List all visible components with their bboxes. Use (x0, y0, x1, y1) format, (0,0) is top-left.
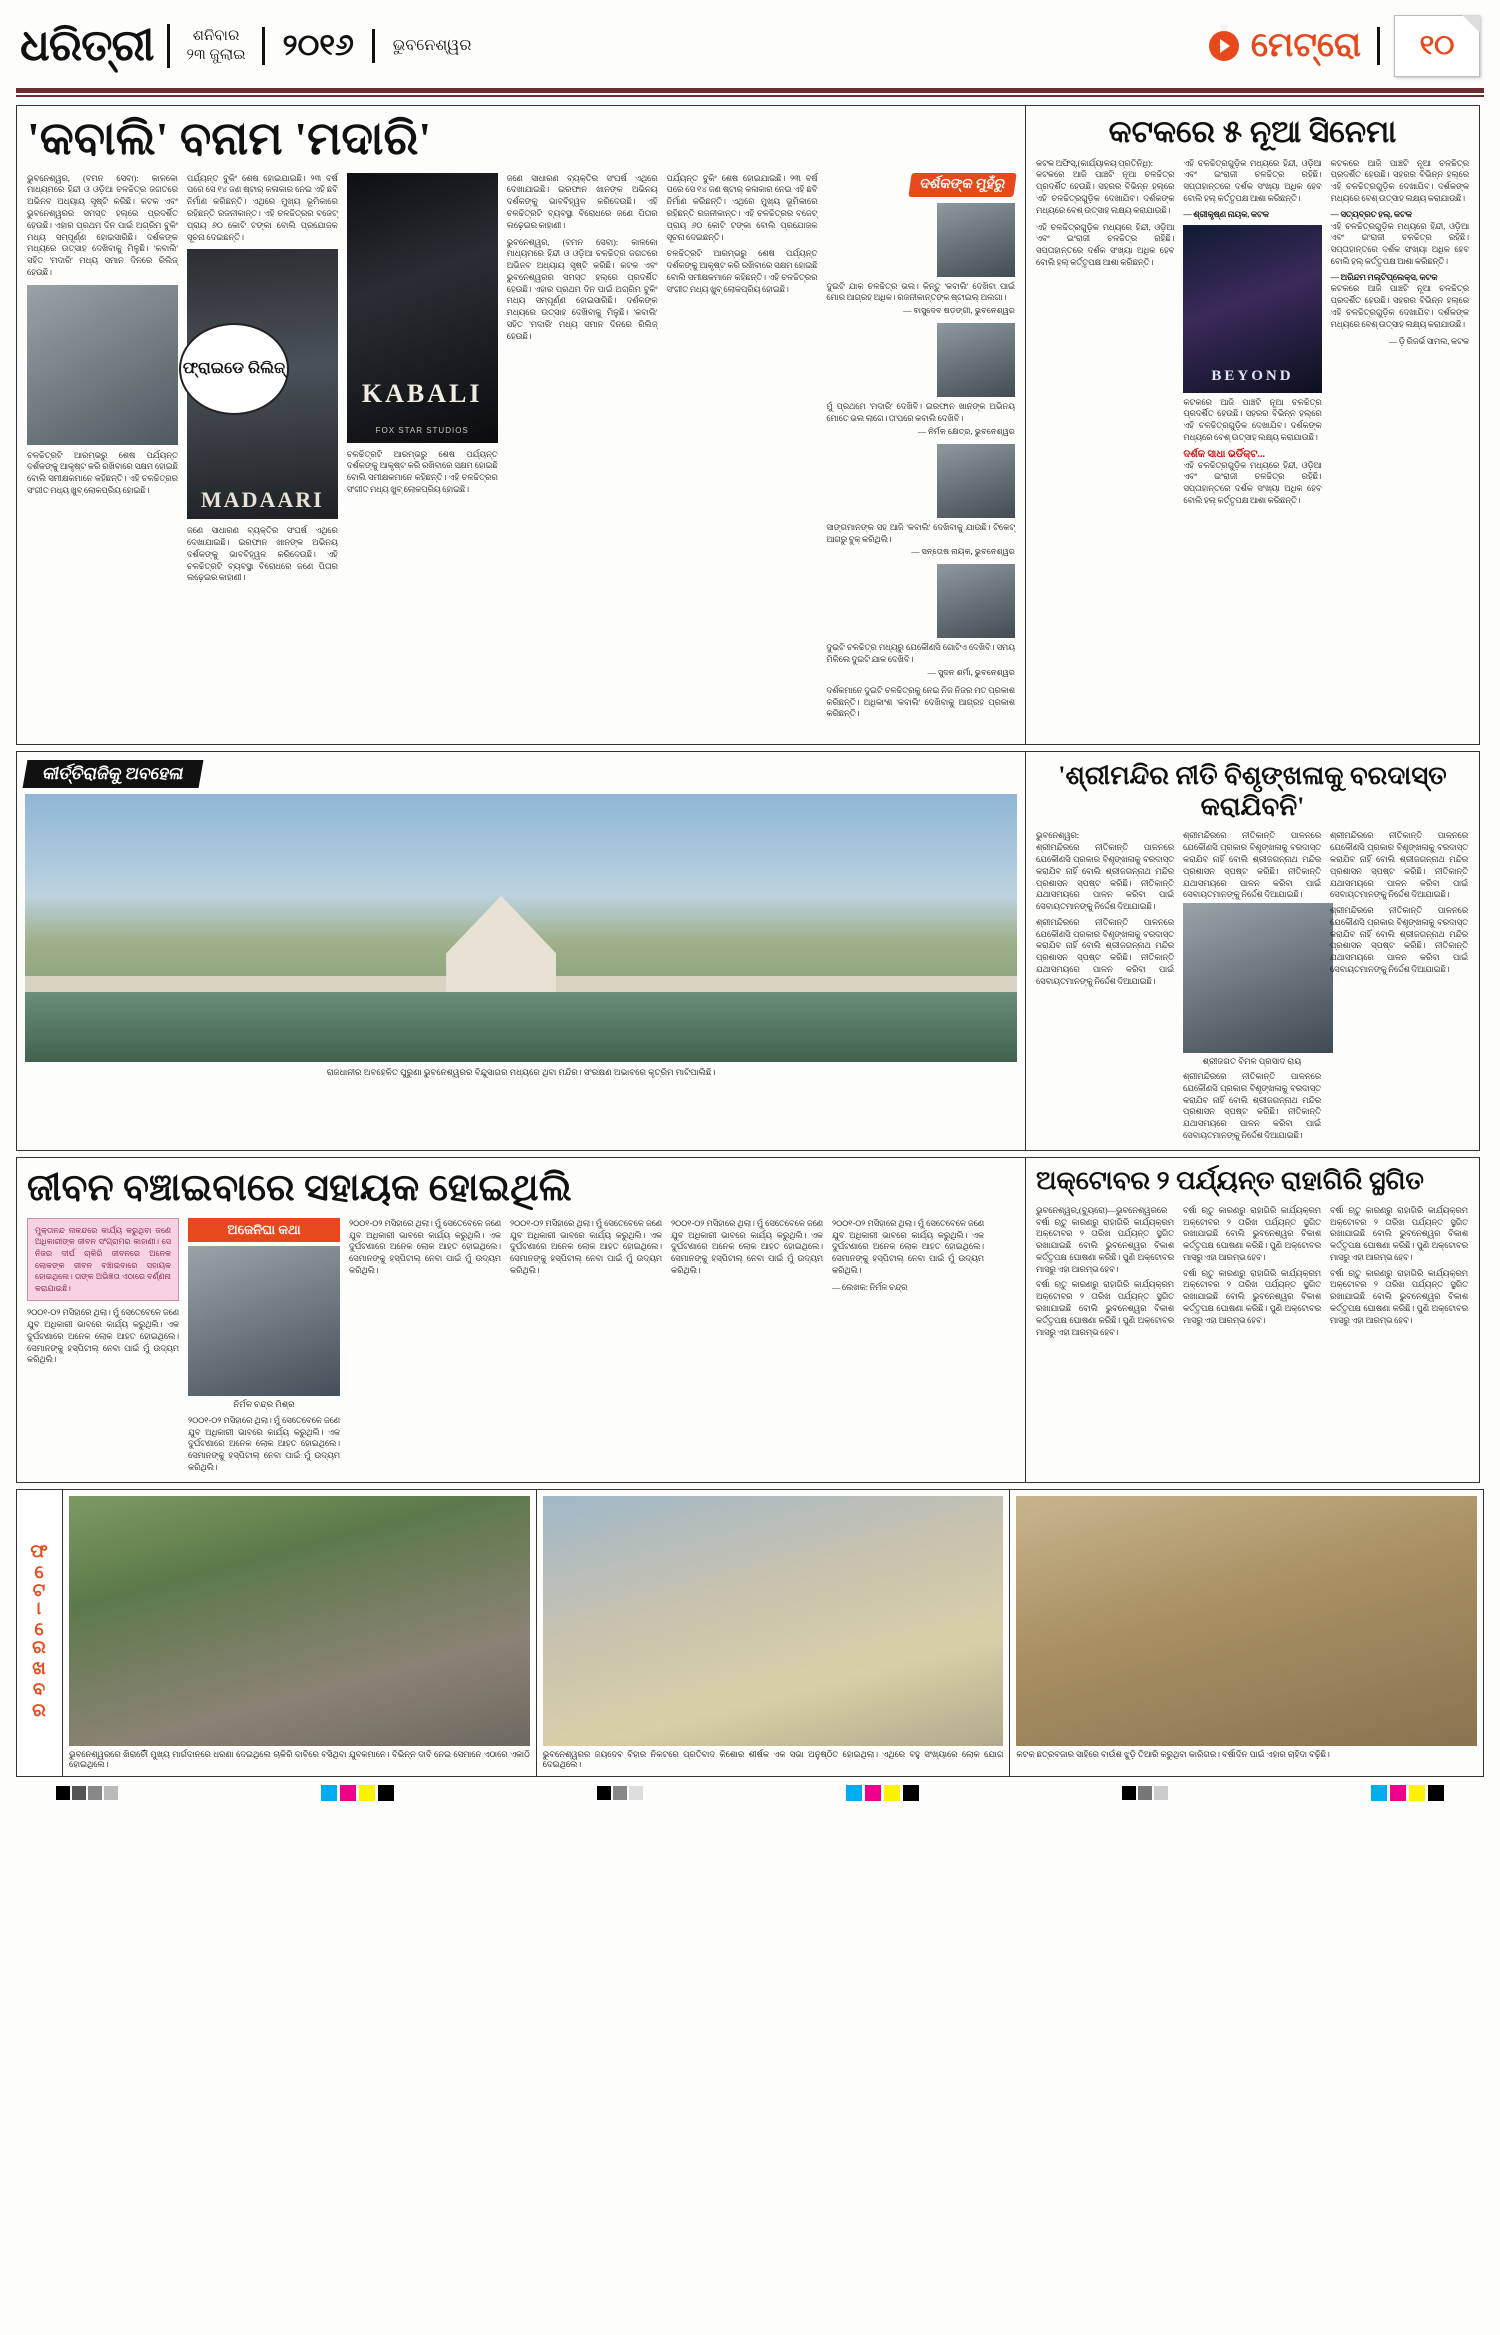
page-number: ୧୦ (1394, 15, 1480, 77)
yellow-swatch (359, 1785, 375, 1801)
cinema-body-2b: ଜଣେ ସାଧାରଣ ବ୍ୟକ୍ତିର ସଂଘର୍ଷ ଏଥିରେ ଦେଖାଯାଇଛି। ଇରଫାନ ଖାନଙ୍କ ଅଭିନୟ ଦର୍ଶକଙ୍କୁ ଭାବବିହ୍ୱଳ କରିଦେଉଛି। ଏହି ଚଳଚ୍ଚିତ୍ରଟି ବ୍ୟବସ୍ଥା ବିରୋଧରେ ଜଣେ ପିତାର ଲଢ଼େଇର କାହାଣୀ। (186, 526, 338, 583)
cinema-body-1: ଭୁବନେଶ୍ୱର, (ବମନ ସେବା): କାଳକୋ ମାଧ୍ୟମରେ ହିନ୍ଦୀ ଓ ଓଡ଼ିଆ ଚଳଚ୍ଚିତ୍ର ଜଗତରେ ଅଭିନବ ଅଧ୍ୟାୟ ସୃଷ୍ଟି କରିଛି। କଟକ ଏବଂ ଭୁବନେଶ୍ୱରର ସମସ୍ତ ହଲ୍‌ରେ ପ୍ରଦର୍ଶିତ ହେଉଛି। ଏହାର ପ୍ରଥମ ଦିନ ପାଇଁ ଅଗ୍ରିମ ବୁକିଂ ମଧ୍ୟ ସମ୍ପୂର୍ଣ୍ଣ ହୋଇସାରିଛି। ଦର୍ଶକଙ୍କ ମଧ୍ୟରେ ଉତ୍ସାହ ଦେଖିବାକୁ ମିଳୁଛି। 'କବାଲି' ସହିତ 'ମଦାରି' ମଧ୍ୟ ସମାନ ଦିନରେ ରିଲିଜ୍ ହେଉଛି। (27, 173, 178, 277)
cuttack-col-1 (1036, 158, 1174, 507)
anjenigha-col-3 (349, 1218, 501, 1474)
anjenigha-col-1 (27, 1218, 179, 1474)
gray-swatch (1138, 1786, 1152, 1800)
gray-swatch (56, 1786, 70, 1800)
issue-date (170, 27, 264, 65)
cuttack-listing-label-2: — ସତ୍ୟବ୍ରତ ହଲ୍, କଟକ (1330, 209, 1412, 219)
avatar (937, 564, 1015, 638)
photo-caption: ରାଜଧାନୀର ଅବହେଳିତ ପୁରୁଣା ଭୁବନେଶ୍ୱରର ବିନ୍ଦୁସାଗର ମଧ୍ୟରେ ଥିବା ମନ୍ଦିର। ସଂରକ୍ଷଣ ଅଭାବରେ କୃତ୍ରିମ ମାଟିପାଲିଛି। (326, 1067, 716, 1077)
verdict-heading: ଦର୍ଶକ ସାଧା ଭର୍ଡିକ୍ଟ... (1183, 448, 1265, 460)
cmyk-swatches-1 (321, 1785, 394, 1801)
cuttack-body-1: କଟକରେ ଆଜି ପାଞ୍ଚଟି ନୂଆ ଚଳଚ୍ଚିତ୍ର ପ୍ରଦର୍ଶିତ ହେଉଛି। ସହରର ବିଭିନ୍ନ ହଲ୍‌ରେ ଏହି ଚଳଚ୍ଚିତ୍ରଗୁଡ଼ିକ ଦେଖାଯିବ। ଦର୍ଶକଙ୍କ ମଧ୍ୟରେ ବେଶ୍ ଉତ୍ସାହ ଲକ୍ଷ୍ୟ କରାଯାଉଛି। (1036, 170, 1175, 215)
black-swatch (903, 1785, 919, 1801)
srimandir-body-1: ଶ୍ରୀମନ୍ଦିରରେ ନୀତିକାନ୍ତି ପାଳନରେ ଯେକୌଣସି ପ୍ରକାର ବିଶୃଙ୍ଖଳାକୁ ବରଦାସ୍ତ କରାଯିବ ନାହିଁ ବୋଲି ଶ୍ରୀଜଗନ୍ନାଥ ମନ୍ଦିର ପ୍ରଶାସନ ସ୍ପଷ୍ଟ କରିଛି। ନୀତିକାନ୍ତି ଯଥାସମୟରେ ପାଳନ କରିବା ପାଇଁ ସେବାୟତମାନଙ୍କୁ ନିର୍ଦ୍ଦେଶ ଦିଆଯାଇଛି। (1036, 843, 1174, 912)
review-text: ଦୁଇଟି ଚଳଚ୍ଚିତ୍ର ମଧ୍ୟରୁ ଯେକୌଣସି ଗୋଟିଏ ଦେଖିବି। ସମୟ ମିଳିଲେ ଦୁଇଟି ଯାକ ଦେଖିବି। (826, 643, 1015, 665)
gray-swatch (1154, 1786, 1168, 1800)
srimandir-body-2: ଶ୍ରୀମନ୍ଦିରରେ ନୀତିକାନ୍ତି ପାଳନରେ ଯେକୌଣସି ପ୍ରକାର ବିଶୃଙ୍ଖଳାକୁ ବରଦାସ୍ତ କରାଯିବ ନାହିଁ ବୋଲି ଶ୍ରୀଜଗନ୍ନାଥ ମନ୍ଦିର ପ୍ରଶାସନ ସ୍ପଷ୍ଟ କରିଛି। ନୀତିକାନ୍ତି ଯଥାସମୟରେ ପାଳନ କରିବା ପାଇଁ ସେବାୟତମାନଙ୍କୁ ନିର୍ଦ୍ଦେଶ ଦିଆଯାଇଛି। (1183, 831, 1321, 900)
bindusagar-temple-photo (25, 794, 1017, 1062)
photo-caption: ଭୁବନେଶ୍ୱରର ଜୟଦେବ ବିହାର ନିକଟରେ ପ୍ରତିବାଦ କିଶୋର ଶୀର୍ଷକ ଏକ ସଭା ଅନୁଷ୍ଠିତ ହୋଇଥିଲା। ଏଥିରେ ବହୁ ସଂଖ୍ୟାରେ ଲୋକ ଯୋଗ ଦେଇଥିଲେ। (542, 1749, 1004, 1769)
raahagiri-body-3b: ବର୍ଷା ଋତୁ କାରଣରୁ ରାହାଗିରି କାର୍ଯ୍ୟକ୍ରମ ଅକ୍ଟୋବର ୨ ତାରିଖ ପର୍ଯ୍ୟନ୍ତ ସ୍ଥଗିତ ରଖାଯାଇଛି ବୋଲି ଭୁବନେଶ୍ୱର ବିକାଶ କର୍ତ୍ତୃପକ୍ଷ ଘୋଷଣା କରିଛି। ପୁଣି ଅକ୍ଟୋବର ମାସରୁ ଏହା ଆରମ୍ଭ ହେବ। (1330, 1268, 1468, 1325)
raahagiri-article (1026, 1157, 1480, 1483)
anjenigha-col-4 (510, 1218, 662, 1474)
basket-market-photo (1016, 1496, 1477, 1746)
raahagiri-dateline: ଭୁବନେଶ୍ୱର,(ବ୍ୟୁରୋ)—ଭୁବନେଶ୍ୱରରେ (1036, 1205, 1168, 1215)
review-author: — ବାସୁଦେବ ଷଡ଼ଙ୍ଗୀ, ଭୁବନେଶ୍ୱର (903, 306, 1015, 316)
raahagiri-col-1 (1036, 1205, 1174, 1339)
review-text: ସାଙ୍ଗମାନଙ୍କ ସହ ଆଜି 'କବାଲି' ଦେଖିବାକୁ ଯାଉଛି। ଟିକେଟ୍ ଆଗରୁ ବୁକ୍ କରିଥିଲି। (826, 522, 1015, 544)
cinema-col-4 (507, 173, 658, 721)
photo-strip (16, 1489, 1484, 1777)
kabali-poster-studio: FOX STAR STUDIOS (375, 425, 469, 435)
author-photo (188, 1246, 340, 1396)
startrek-poster-title: BEYOND (1211, 367, 1294, 384)
yellow-swatch (884, 1785, 900, 1801)
madaari-poster-title: MADAARI (200, 487, 324, 513)
srimandir-col-1 (1036, 830, 1174, 1141)
cmyk-swatches-2 (846, 1785, 919, 1801)
cinema-col-3 (347, 173, 498, 721)
raahagiri-col-2 (1183, 1205, 1321, 1339)
cinema-body-4: ଜଣେ ସାଧାରଣ ବ୍ୟକ୍ତିର ସଂଘର୍ଷ ଏଥିରେ ଦେଖାଯାଇଛି। ଇରଫାନ ଖାନଙ୍କ ଅଭିନୟ ଦର୍ଶକଙ୍କୁ ଭାବବିହ୍ୱଳ କରିଦେଉଛି। ଏହି ଚଳଚ୍ଚିତ୍ରଟି ବ୍ୟବସ୍ଥା ବିରୋଧରେ ଜଣେ ପିତାର ଲଢ଼େଇର କାହାଣୀ। (506, 173, 658, 230)
review-text: ଦୁଇଟି ଯାକ ଚଳଚ୍ଚିତ୍ର ଭଲ। କିନ୍ତୁ 'କବାଲି' ଦେଖିବା ପାଇଁ ମୋର ଆଗ୍ରହ ଅଧିକ। ରଜନୀକାନ୍ତଙ୍କ ଷ୍ଟାଇଲ୍ ଅଲଗା। (826, 281, 1015, 303)
cinema-reviews-col (826, 173, 1015, 721)
anjenigha-col-2 (188, 1218, 340, 1474)
gray-scale-left (56, 1786, 118, 1800)
anjenigha-article (16, 1157, 1026, 1483)
cuttack-dateline: କଟକ ଅଫିସ୍,(କାର୍ଯ୍ୟାଳୟ ପ୍ରତିନିଧି): (1036, 158, 1154, 168)
raahagiri-body-2b: ବର୍ଷା ଋତୁ କାରଣରୁ ରାହାଗିରି କାର୍ଯ୍ୟକ୍ରମ ଅକ୍ଟୋବର ୨ ତାରିଖ ପର୍ଯ୍ୟନ୍ତ ସ୍ଥଗିତ ରଖାଯାଇଛି ବୋଲି ଭୁବନେଶ୍ୱର ବିକାଶ କର୍ତ୍ତୃପକ୍ଷ ଘୋଷଣା କରିଛି। ପୁଣି ଅକ୍ଟୋବର ମାସରୁ ଏହା ଆରମ୍ଭ ହେବ। (1183, 1268, 1321, 1325)
cuttack-listing-label-3: — ଅରିନ୍ଦମ ମଲ୍‌ଟିପ୍ଲେକ୍ସ, କଟକ (1330, 272, 1438, 282)
gray-swatch (104, 1786, 118, 1800)
anjenigha-col-5 (671, 1218, 823, 1474)
gray-swatch (613, 1786, 627, 1800)
photo-temple-shape (446, 896, 556, 992)
magenta-swatch (340, 1785, 356, 1801)
protest-sit-in-photo (69, 1496, 530, 1746)
anjenigha-body-5: ୨୦୦୧-୦୨ ମସିହାରେ ଥିଲା। ମୁଁ ସେତେବେଳେ ଜଣେ ଯୁବ ଅଧିକାରୀ ଭାବରେ କାର୍ଯ୍ୟ କରୁଥିଲି। ଏକ ଦୁର୍ଘଟଣାରେ ଅନେକ ଲୋକ ଆହତ ହୋଇଥିଲେ। ସେମାନଙ୍କୁ ହସ୍ପିଟାଲ୍ ନେବା ପାଇଁ ମୁଁ ଉଦ୍ୟମ କରିଥିଲି। (671, 1218, 823, 1275)
heritage-ribbon: କୀର୍ତ୍ତିରାଜିକୁ ଅବହେଳା (23, 760, 204, 788)
feature-section (16, 1157, 1484, 1483)
anjenigha-intro: ମୁକ୍ତାନନ୍ଦ ନାକନ୍ଦରେ କାର୍ଯ୍ୟ କରୁଥିବା ଜଣେ ଅଧିକାରୀଙ୍କ ଜୀବନ ସଂଗ୍ରାମର କାହାଣୀ। ସେ ନିଜର ଦୀର୍ଘ ଚାକିରି ଜୀବନରେ ଅନେକ ଲୋକଙ୍କ ଜୀବନ ବଞ୍ଚାଇବାରେ ସହାୟକ ହୋଇଥିଲେ। ତାଙ୍କ ଅଭିଜ୍ଞତା ଏଠାରେ ବର୍ଣ୍ଣନା କରାଯାଇଛି। (27, 1218, 179, 1302)
edition-city: ଭୁବନେଶ୍ୱର (392, 37, 472, 54)
gray-swatch (597, 1786, 611, 1800)
issue-day: ଶନିବାର (192, 28, 240, 45)
cinema-body-1b: ଚଳଚ୍ଚିତ୍ରଟି ଆରମ୍ଭରୁ ଶେଷ ପର୍ଯ୍ୟନ୍ତ ଦର୍ଶକଙ୍କୁ ଆକୃଷ୍ଟ କରି ରଖିବାରେ ସକ୍ଷମ ହୋଇଛି ବୋଲି ସମୀକ୍ଷକମାନେ କହିଛନ୍ତି। ଏହି ଚଳଚ୍ଚିତ୍ରର ସଂଗୀତ ମଧ୍ୟ ଖୁବ୍ ଲୋକପ୍ରିୟ ହୋଇଛି। (27, 450, 178, 495)
cinema-section (16, 105, 1484, 745)
reviews-footer: ଦର୍ଶକମାନେ ଦୁଇଟି ଚଳଚ୍ଚିତ୍ରକୁ ନେଇ ନିଜ ନିଜର ମତ ପ୍ରକାଶ କରିଛନ୍ତି। ଅଧିକାଂଶ 'କବାଲି' ଦେଖିବାକୁ ଆଗ୍ରହ ପ୍ରକାଶ କରିଛନ୍ତି। (826, 685, 1015, 719)
official-portrait (1183, 903, 1333, 1053)
photo-water (25, 992, 1017, 1062)
temple-section (16, 751, 1484, 1151)
raahagiri-headline: ଅକ୍ଟୋବର ୨ ପର୍ଯ୍ୟନ୍ତ ରାହାଗିରି ସ୍ଥଗିତ (1036, 1165, 1424, 1195)
yellow-swatch (1409, 1785, 1425, 1801)
friday-release-stamp: ଫ୍ରାଇଡେ ରିଲିଜ୍ (179, 323, 289, 415)
review-item (826, 564, 1015, 678)
cuttack-body-3b: ଏହି ଚଳଚ୍ଚିତ୍ରଗୁଡ଼ିକ ମଧ୍ୟରେ ହିନ୍ଦୀ, ଓଡ଼ିଆ ଏବଂ ଇଂରାଜୀ ଚଳଚ୍ଚିତ୍ର ରହିଛି। ସପ୍ତାହାନ୍ତରେ ଦର୍ଶକ ସଂଖ୍ୟା ଅଧିକ ହେବ ବୋଲି ହଲ୍ କର୍ତ୍ତୃପକ୍ଷ ଆଶା କରିଛନ୍ତି। (1330, 221, 1469, 266)
kabali-poster (347, 173, 498, 443)
srimandir-article (1026, 751, 1480, 1151)
photo-cell (537, 1490, 1011, 1776)
photo-strip-label (17, 1490, 63, 1776)
black-swatch (1428, 1785, 1444, 1801)
cinema-body-4b: ଭୁବନେଶ୍ୱର, (ବମନ ସେବା): କାଳକୋ ମାଧ୍ୟମରେ ହିନ୍ଦୀ ଓ ଓଡ଼ିଆ ଚଳଚ୍ଚିତ୍ର ଜଗତରେ ଅଭିନବ ଅଧ୍ୟାୟ ସୃଷ୍ଟି କରିଛି। କଟକ ଏବଂ ଭୁବନେଶ୍ୱରର ସମସ୍ତ ହଲ୍‌ରେ ପ୍ରଦର୍ଶିତ ହେଉଛି। ଏହାର ପ୍ରଥମ ଦିନ ପାଇଁ ଅଗ୍ରିମ ବୁକିଂ ମଧ୍ୟ ସମ୍ପୂର୍ଣ୍ଣ ହୋଇସାରିଛି। ଦର୍ଶକଙ୍କ ମଧ୍ୟରେ ଉତ୍ସାହ ଦେଖିବାକୁ ମିଳୁଛି। 'କବାଲି' ସହିତ 'ମଦାରି' ମଧ୍ୟ ସମାନ ଦିନରେ ରିଲିଜ୍ ହେଉଛି। (506, 237, 658, 341)
photo-caption: କଟକ ଛତ୍ରବଜାର ସାହିରେ ବାଉଁଶ ଝୁଡ଼ି ତିଆରି କରୁଥିବା କାରିଗର। ବର୍ଷାଦିନ ପାଇଁ ଏହାର ଚାହିଦା ବଢ଼ିଛି। (1016, 1749, 1330, 1759)
column-badge: ଅଜେନିଘା କଥା (188, 1218, 340, 1242)
masthead-rule-thick (16, 88, 1484, 93)
anjenigha-body-3: ୨୦୦୧-୦୨ ମସିହାରେ ଥିଲା। ମୁଁ ସେତେବେଳେ ଜଣେ ଯୁବ ଅଧିକାରୀ ଭାବରେ କାର୍ଯ୍ୟ କରୁଥିଲି। ଏକ ଦୁର୍ଘଟଣାରେ ଅନେକ ଲୋକ ଆହତ ହୋଇଥିଲେ। ସେମାନଙ୍କୁ ହସ୍ପିଟାଲ୍ ନେବା ପାଇଁ ମୁଁ ଉଦ୍ୟମ କରିଥିଲି। (349, 1218, 501, 1275)
startrek-poster (1183, 225, 1321, 393)
photo-caption: ଭୁବନେଶ୍ୱରରେ ଖିରାଚୌଁ ମୁଖ୍ୟ ମାର୍ଗଦାନରେ ଧରଣା ଦେଇଥିଲେ ଚାକିରି ଦାବିରେ ବସିଥିବା ଯୁବକମାନେ। ବିଭିନ୍ନ ଦାବି ନେଇ ସେମାନେ ଏଠାରେ ଏକାଠି ହୋଇଥିଲେ। (69, 1749, 530, 1769)
review-author: — ସନ୍ତୋଷ ନାୟକ, ଭୁବନେଶ୍ୱର (911, 547, 1015, 557)
srimandir-col-3 (1330, 830, 1468, 1141)
review-text: ମୁଁ ପ୍ରଥମେ 'ମଦାରି' ଦେଖିବି। ଇରଫାନ ଖାନଙ୍କ ଅଭିନୟ ମୋତେ ଭଲ ଲାଗେ। ତା'ପରେ କବାଲି ଦେଖିବି। (826, 402, 1015, 423)
anjenigha-col-6 (832, 1218, 984, 1474)
anjenigha-body-1: ୨୦୦୧-୦୨ ମସିହାରେ ଥିଲା। ମୁଁ ସେତେବେଳେ ଜଣେ ଯୁବ ଅଧିକାରୀ ଭାବରେ କାର୍ଯ୍ୟ କରୁଥିଲି। ଏକ ଦୁର୍ଘଟଣାରେ ଅନେକ ଲୋକ ଆହତ ହୋଇଥିଲେ। ସେମାନଙ୍କୁ ହସ୍ପିଟାଲ୍ ନେବା ପାଇଁ ମୁଁ ଉଦ୍ୟମ କରିଥିଲି। (27, 1308, 179, 1365)
cuttack-body-3: କଟକରେ ଆଜି ପାଞ୍ଚଟି ନୂଆ ଚଳଚ୍ଚିତ୍ର ପ୍ରଦର୍ଶିତ ହେଉଛି। ସହରର ବିଭିନ୍ନ ହଲ୍‌ରେ ଏହି ଚଳଚ୍ଚିତ୍ରଗୁଡ଼ିକ ଦେଖାଯିବ। ଦର୍ଶକଙ୍କ ମଧ୍ୟରେ ବେଶ୍ ଉତ୍ସାହ ଲକ୍ଷ୍ୟ କରାଯାଉଛି। (1330, 158, 1469, 203)
raahagiri-body-1: ବର୍ଷା ଋତୁ କାରଣରୁ ରାହାଗିରି କାର୍ଯ୍ୟକ୍ରମ ଅକ୍ଟୋବର ୨ ତାରିଖ ପର୍ଯ୍ୟନ୍ତ ସ୍ଥଗିତ ରଖାଯାଇଛି ବୋଲି ଭୁବନେଶ୍ୱର ବିକାଶ କର୍ତ୍ତୃପକ୍ଷ ଘୋଷଣା କରିଛି। ପୁଣି ଅକ୍ଟୋବର ମାସରୁ ଏହା ଆରମ୍ଭ ହେବ। (1036, 1217, 1174, 1274)
anjenigha-signature: — ଲେଖକ: ନିର୍ମଳ ଚନ୍ଦ୍ର (832, 1282, 908, 1292)
gray-swatch (72, 1786, 86, 1800)
cinema-body-2: ପର୍ଯ୍ୟନ୍ତ ବୁକିଂ ଶେଷ ହୋଇଯାଇଛି। ୨୩ ବର୍ଷ ପରେ ସେ ୧୪ ଜଣ ଷ୍ଟାର୍ କଳାକାର ନେଇ ଏହି ଛବି ନିର୍ମାଣ କରିଛନ୍ତି। ଏଥିରେ ମୁଖ୍ୟ ଭୂମିକାରେ ରହିଛନ୍ତି ରଜନୀକାନ୍ତ। ଏହି ଚଳଚ୍ଚିତ୍ରର ବଜେଟ୍ ପ୍ରାୟ ୬୦ କୋଟି ଟଙ୍କା ବୋଲି ପ୍ରଯୋଜକ ସୂଚନା ଦେଇଛନ୍ତି। (186, 173, 338, 242)
cuttack-body-2c: ଏହି ଚଳଚ୍ଚିତ୍ରଗୁଡ଼ିକ ମଧ୍ୟରେ ହିନ୍ଦୀ, ଓଡ଼ିଆ ଏବଂ ଇଂରାଜୀ ଚଳଚ୍ଚିତ୍ର ରହିଛି। ସପ୍ତାହାନ୍ତରେ ଦର୍ଶକ ସଂଖ୍ୟା ଅଧିକ ହେବ ବୋଲି ହଲ୍ କର୍ତ୍ତୃପକ୍ଷ ଆଶା କରିଛନ୍ତି। (1183, 460, 1322, 506)
anjenigha-body-6: ୨୦୦୧-୦୨ ମସିହାରେ ଥିଲା। ମୁଁ ସେତେବେଳେ ଜଣେ ଯୁବ ଅଧିକାରୀ ଭାବରେ କାର୍ଯ୍ୟ କରୁଥିଲି। ଏକ ଦୁର୍ଘଟଣାରେ ଅନେକ ଲୋକ ଆହତ ହୋଇଥିଲେ। ସେମାନଙ୍କୁ ହସ୍ପିଟାଲ୍ ନେବା ପାଇଁ ମୁଁ ଉଦ୍ୟମ କରିଥିଲି। (832, 1218, 984, 1275)
cyan-swatch (321, 1785, 337, 1801)
review-item (826, 444, 1015, 558)
cinema-body-5: ପର୍ଯ୍ୟନ୍ତ ବୁକିଂ ଶେଷ ହୋଇଯାଇଛି। ୨୩ ବର୍ଷ ପରେ ସେ ୧୪ ଜଣ ଷ୍ଟାର୍ କଳାକାର ନେଇ ଏହି ଛବି ନିର୍ମାଣ କରିଛନ୍ତି। ଏଥିରେ ମୁଖ୍ୟ ଭୂମିକାରେ ରହିଛନ୍ତି ରଜନୀକାନ୍ତ। ଏହି ଚଳଚ୍ଚିତ୍ରର ବଜେଟ୍ ପ୍ରାୟ ୬୦ କୋଟି ଟଙ୍କା ବୋଲି ପ୍ରଯୋଜକ ସୂଚନା ଦେଇଛନ୍ତି। (666, 173, 818, 242)
cinema-col-1 (27, 173, 178, 721)
author-caption: ନିର୍ମଳ ଚନ୍ଦ୍ର ମିଶ୍ର (233, 1398, 295, 1409)
raahagiri-body-2: ବର୍ଷା ଋତୁ କାରଣରୁ ରାହାଗିରି କାର୍ଯ୍ୟକ୍ରମ ଅକ୍ଟୋବର ୨ ତାରିଖ ପର୍ଯ୍ୟନ୍ତ ସ୍ଥଗିତ ରଖାଯାଇଛି ବୋଲି ଭୁବନେଶ୍ୱର ବିକାଶ କର୍ତ୍ତୃପକ୍ଷ ଘୋଷଣା କରିଛି। ପୁଣି ଅକ୍ଟୋବର ମାସରୁ ଏହା ଆରମ୍ଭ ହେବ। (1183, 1205, 1321, 1262)
page-title: 'କବାଲି' ବନାମ 'ମଦାରି' (27, 113, 432, 164)
anjenigha-body-4: ୨୦୦୧-୦୨ ମସିହାରେ ଥିଲା। ମୁଁ ସେତେବେଳେ ଜଣେ ଯୁବ ଅଧିକାରୀ ଭାବରେ କାର୍ଯ୍ୟ କରୁଥିଲି। ଏକ ଦୁର୍ଘଟଣାରେ ଅନେକ ଲୋକ ଆହତ ହୋଇଥିଲେ। ସେମାନଙ୍କୁ ହସ୍ପିଟାଲ୍ ନେବା ପାଇଁ ମୁଁ ଉଦ୍ୟମ କରିଥିଲି। (510, 1218, 662, 1275)
reviews-badge: ଦର୍ଶକଙ୍କ ମୁହଁରୁ (908, 173, 1016, 197)
raahagiri-body-1b: ବର୍ଷା ଋତୁ କାରଣରୁ ରାହାଗିରି କାର୍ଯ୍ୟକ୍ରମ ଅକ୍ଟୋବର ୨ ତାରିଖ ପର୍ଯ୍ୟନ୍ତ ସ୍ଥଗିତ ରଖାଯାଇଛି ବୋଲି ଭୁବନେଶ୍ୱର ବିକାଶ କର୍ତ୍ତୃପକ୍ଷ ଘୋଷଣା କରିଛି। ପୁଣି ଅକ୍ଟୋବର ମାସରୁ ଏହା ଆରମ୍ଭ ହେବ। (1036, 1280, 1174, 1337)
srimandir-body-3: ଶ୍ରୀମନ୍ଦିରରେ ନୀତିକାନ୍ତି ପାଳନରେ ଯେକୌଣସି ପ୍ରକାର ବିଶୃଙ୍ଖଳାକୁ ବରଦାସ୍ତ କରାଯିବ ନାହିଁ ବୋଲି ଶ୍ରୀଜଗନ୍ନାଥ ମନ୍ଦିର ପ୍ରଶାସନ ସ୍ପଷ୍ଟ କରିଛି। ନୀତିକାନ୍ତି ଯଥାସମୟରେ ପାଳନ କରିବା ପାଇଁ ସେବାୟତମାନଙ୍କୁ ନିର୍ଦ୍ଦେଶ ଦିଆଯାଇଛି। (1330, 831, 1468, 900)
publication-logo: ଧରିତ୍ରୀ (20, 24, 170, 68)
photo-strip-label-text: ଫଟୋରେଖବର (30, 1542, 50, 1723)
cuttack-credit: — ଡ଼ି ରିଜର୍ଭ ସାମଲ, କଟକ (1388, 336, 1469, 346)
review-item (826, 203, 1015, 317)
gray-swatch (1122, 1786, 1136, 1800)
cuttack-col-3 (1331, 158, 1469, 507)
anjenigha-body-2: ୨୦୦୧-୦୨ ମସିହାରେ ଥିଲା। ମୁଁ ସେତେବେଳେ ଜଣେ ଯୁବ ଅଧିକାରୀ ଭାବରେ କାର୍ଯ୍ୟ କରୁଥିଲି। ଏକ ଦୁର୍ଘଟଣାରେ ଅନେକ ଲୋକ ଆହତ ହୋଇଥିଲେ। ସେମାନଙ୍କୁ ହସ୍ପିଟାଲ୍ ନେବା ପାଇଁ ମୁଁ ଉଦ୍ୟମ କରିଥିଲି। (188, 1415, 340, 1472)
anjenigha-headline: ଜୀବନ ବଞ୍ଚାଇବାରେ ସହାୟକ ହୋଇଥିଲି (27, 1166, 572, 1209)
cuttack-col-2 (1183, 158, 1321, 507)
photo-cell (1010, 1490, 1483, 1776)
gray-scale-mid (597, 1786, 643, 1800)
cuttack-cinema-article (1026, 105, 1480, 745)
review-author: — ନିର୍ମଳ କ୍ଷେତ୍ର, ଭୁବନେଶ୍ୱର (917, 426, 1015, 436)
portrait-caption: ଶ୍ରୀଜଗତ ବିମଳ ପ୍ରସାଦ ରାୟ (1202, 1056, 1302, 1067)
kabali-poster-title: KABALI (361, 378, 483, 408)
srimandir-body-1b: ଶ୍ରୀମନ୍ଦିରରେ ନୀତିକାନ୍ତି ପାଳନରେ ଯେକୌଣସି ପ୍ରକାର ବିଶୃଙ୍ଖଳାକୁ ବରଦାସ୍ତ କରାଯିବ ନାହିଁ ବୋଲି ଶ୍ରୀଜଗନ୍ନାଥ ମନ୍ଦିର ପ୍ରଶାସନ ସ୍ପଷ୍ଟ କରିଛି। ନୀତିକାନ୍ତି ଯଥାସମୟରେ ପାଳନ କରିବା ପାଇଁ ସେବାୟତମାନଙ୍କୁ ନିର୍ଦ୍ଦେଶ ଦିଆଯାଇଛି। (1036, 917, 1174, 986)
movie-still-photo (27, 285, 178, 445)
cuttack-body-2: ଏହି ଚଳଚ୍ଚିତ୍ରଗୁଡ଼ିକ ମଧ୍ୟରେ ହିନ୍ଦୀ, ଓଡ଼ିଆ ଏବଂ ଇଂରାଜୀ ଚଳଚ୍ଚିତ୍ର ରହିଛି। ସପ୍ତାହାନ୍ତରେ ଦର୍ଶକ ସଂଖ୍ୟା ଅଧିକ ହେବ ବୋଲି ହଲ୍ କର୍ତ୍ତୃପକ୍ଷ ଆଶା କରିଛନ୍ତି। (1183, 158, 1322, 203)
cuttack-body-1b: ଏହି ଚଳଚ୍ଚିତ୍ରଗୁଡ଼ିକ ମଧ୍ୟରେ ହିନ୍ଦୀ, ଓଡ଼ିଆ ଏବଂ ଇଂରାଜୀ ଚଳଚ୍ଚିତ୍ର ରହିଛି। ସପ୍ତାହାନ୍ତରେ ଦର୍ଶକ ସଂଖ୍ୟା ଅଧିକ ହେବ ବୋଲି ହଲ୍ କର୍ତ୍ତୃପକ୍ଷ ଆଶା କରିଛନ୍ତି। (1036, 222, 1175, 267)
cuttack-body-3c: କଟକରେ ଆଜି ପାଞ୍ଚଟି ନୂଆ ଚଳଚ୍ଚିତ୍ର ପ୍ରଦର୍ଶିତ ହେଉଛି। ସହରର ବିଭିନ୍ନ ହଲ୍‌ରେ ଏହି ଚଳଚ୍ଚିତ୍ରଗୁଡ଼ିକ ଦେଖାଯିବ। ଦର୍ଶକଙ୍କ ମଧ୍ୟରେ ବେଶ୍ ଉତ୍ସାହ ଲକ୍ଷ୍ୟ କରାଯାଉଛି। (1330, 284, 1469, 329)
cuttack-headline: କଟକରେ ୫ ନୂଆ ସିନେମା (1108, 114, 1397, 149)
raahagiri-col-3 (1330, 1205, 1468, 1339)
avatar (937, 444, 1015, 518)
cinema-body-5b: ଚଳଚ୍ଚିତ୍ରଟି ଆରମ୍ଭରୁ ଶେଷ ପର୍ଯ୍ୟନ୍ତ ଦର୍ଶକଙ୍କୁ ଆକୃଷ୍ଟ କରି ରଖିବାରେ ସକ୍ଷମ ହୋଇଛି ବୋଲି ସମୀକ୍ଷକମାନେ କହିଛନ୍ତି। ଏହି ଚଳଚ୍ଚିତ୍ରର ସଂଗୀତ ମଧ୍ୟ ଖୁବ୍ ଲୋକପ୍ରିୟ ହୋଇଛି। (666, 249, 818, 294)
issue-year: ୨୦୧୬ (265, 29, 375, 63)
photo-cell (63, 1490, 537, 1776)
section-name: ମେଟ୍ରୋ (1251, 27, 1380, 65)
play-icon (1209, 31, 1239, 61)
srimandir-body-2b: ଶ୍ରୀମନ୍ଦିରରେ ନୀତିକାନ୍ତି ପାଳନରେ ଯେକୌଣସି ପ୍ରକାର ବିଶୃଙ୍ଖଳାକୁ ବରଦାସ୍ତ କରାଯିବ ନାହିଁ ବୋଲି ଶ୍ରୀଜଗନ୍ନାଥ ମନ୍ଦିର ପ୍ରଶାସନ ସ୍ପଷ୍ଟ କରିଛି। ନୀତିକାନ୍ତି ଯଥାସମୟରେ ପାଳନ କରିବା ପାଇଁ ସେବାୟତମାନଙ୍କୁ ନିର୍ଦ୍ଦେଶ ଦିଆଯାଇଛି। (1183, 1072, 1321, 1140)
cyan-swatch (1371, 1785, 1387, 1801)
kabali-madaari-article (16, 105, 1026, 745)
srimandir-body-3b: ଶ୍ରୀମନ୍ଦିରରେ ନୀତିକାନ୍ତି ପାଳନରେ ଯେକୌଣସି ପ୍ରକାର ବିଶୃଙ୍ଖଳାକୁ ବରଦାସ୍ତ କରାଯିବ ନାହିଁ ବୋଲି ଶ୍ରୀଜଗନ୍ନାଥ ମନ୍ଦିର ପ୍ରଶାସନ ସ୍ପଷ୍ଟ କରିଛି। ନୀତିକାନ୍ତି ଯଥାସମୟରେ ପାଳନ କରିବା ପାଇଁ ସେବାୟତମାନଙ୍କୁ ନିର୍ଦ୍ଦେଶ ଦିଆଯାଇଛି। (1330, 906, 1468, 974)
cinema-col-5 (667, 173, 818, 721)
section-badge (1209, 27, 1394, 65)
raahagiri-body-3: ବର୍ଷା ଋତୁ କାରଣରୁ ରାହାଗିରି କାର୍ଯ୍ୟକ୍ରମ ଅକ୍ଟୋବର ୨ ତାରିଖ ପର୍ଯ୍ୟନ୍ତ ସ୍ଥଗିତ ରଖାଯାଇଛି ବୋଲି ଭୁବନେଶ୍ୱର ବିକାଶ କର୍ତ୍ତୃପକ୍ଷ ଘୋଷଣା କରିଛି। ପୁଣି ଅକ୍ଟୋବର ମାସରୁ ଏହା ଆରମ୍ଭ ହେବ। (1330, 1205, 1468, 1262)
black-swatch (378, 1785, 394, 1801)
temple-photo-article (16, 751, 1026, 1151)
cinema-body-3: ଚଳଚ୍ଚିତ୍ରଟି ଆରମ୍ଭରୁ ଶେଷ ପର୍ଯ୍ୟନ୍ତ ଦର୍ଶକଙ୍କୁ ଆକୃଷ୍ଟ କରି ରଖିବାରେ ସକ୍ଷମ ହୋଇଛି ବୋଲି ସମୀକ୍ଷକମାନେ କହିଛନ୍ତି। ଏହି ଚଳଚ୍ଚିତ୍ରର ସଂଗୀତ ମଧ୍ୟ ଖୁବ୍ ଲୋକପ୍ରିୟ ହୋଇଛି। (346, 449, 498, 494)
gray-swatch (88, 1786, 102, 1800)
magenta-swatch (865, 1785, 881, 1801)
srimandir-headline: 'ଶ୍ରୀମନ୍ଦିର ନୀତି ବିଶୃଙ୍ଖଳାକୁ ବରଦାସ୍ତ କରାଯିବନି' (1058, 761, 1447, 822)
issue-date-text: ୨୩ ଜୁଲାଇ (186, 47, 246, 63)
magenta-swatch (1390, 1785, 1406, 1801)
cmyk-swatches-3 (1371, 1785, 1444, 1801)
masthead-rule-thin (16, 95, 1484, 97)
cuttack-listing-label-1: — ଶ୍ରୀକୃଷ୍ଣ ନାୟକ, କଟକ (1183, 209, 1269, 219)
avatar (937, 323, 1015, 397)
review-item (826, 323, 1015, 437)
cinema-col-2 (182, 173, 338, 721)
gray-swatch (629, 1786, 643, 1800)
cuttack-body-2b: କଟକରେ ଆଜି ପାଞ୍ଚଟି ନୂଆ ଚଳଚ୍ଚିତ୍ର ପ୍ରଦର୍ଶିତ ହେଉଛି। ସହରର ବିଭିନ୍ନ ହଲ୍‌ରେ ଏହି ଚଳଚ୍ଚିତ୍ରଗୁଡ଼ିକ ଦେଖାଯିବ। ଦର୍ଶକଙ୍କ ମଧ୍ୟରେ ବେଶ୍ ଉତ୍ସାହ ଲକ୍ଷ୍ୟ କରାଯାଉଛି। (1183, 397, 1322, 442)
srimandir-col-2 (1183, 830, 1321, 1141)
review-author: — ସୁଦନ ଶର୍ମା, ଭୁବନେଶ୍ୱର (927, 667, 1015, 677)
rally-banner-photo (543, 1496, 1004, 1746)
gray-scale-right (1122, 1786, 1168, 1800)
srimandir-dateline: ଭୁବନେଶ୍ୱର: (1036, 831, 1080, 841)
registration-marks (16, 1785, 1484, 1801)
avatar (937, 203, 1015, 277)
cyan-swatch (846, 1785, 862, 1801)
masthead (16, 10, 1484, 82)
